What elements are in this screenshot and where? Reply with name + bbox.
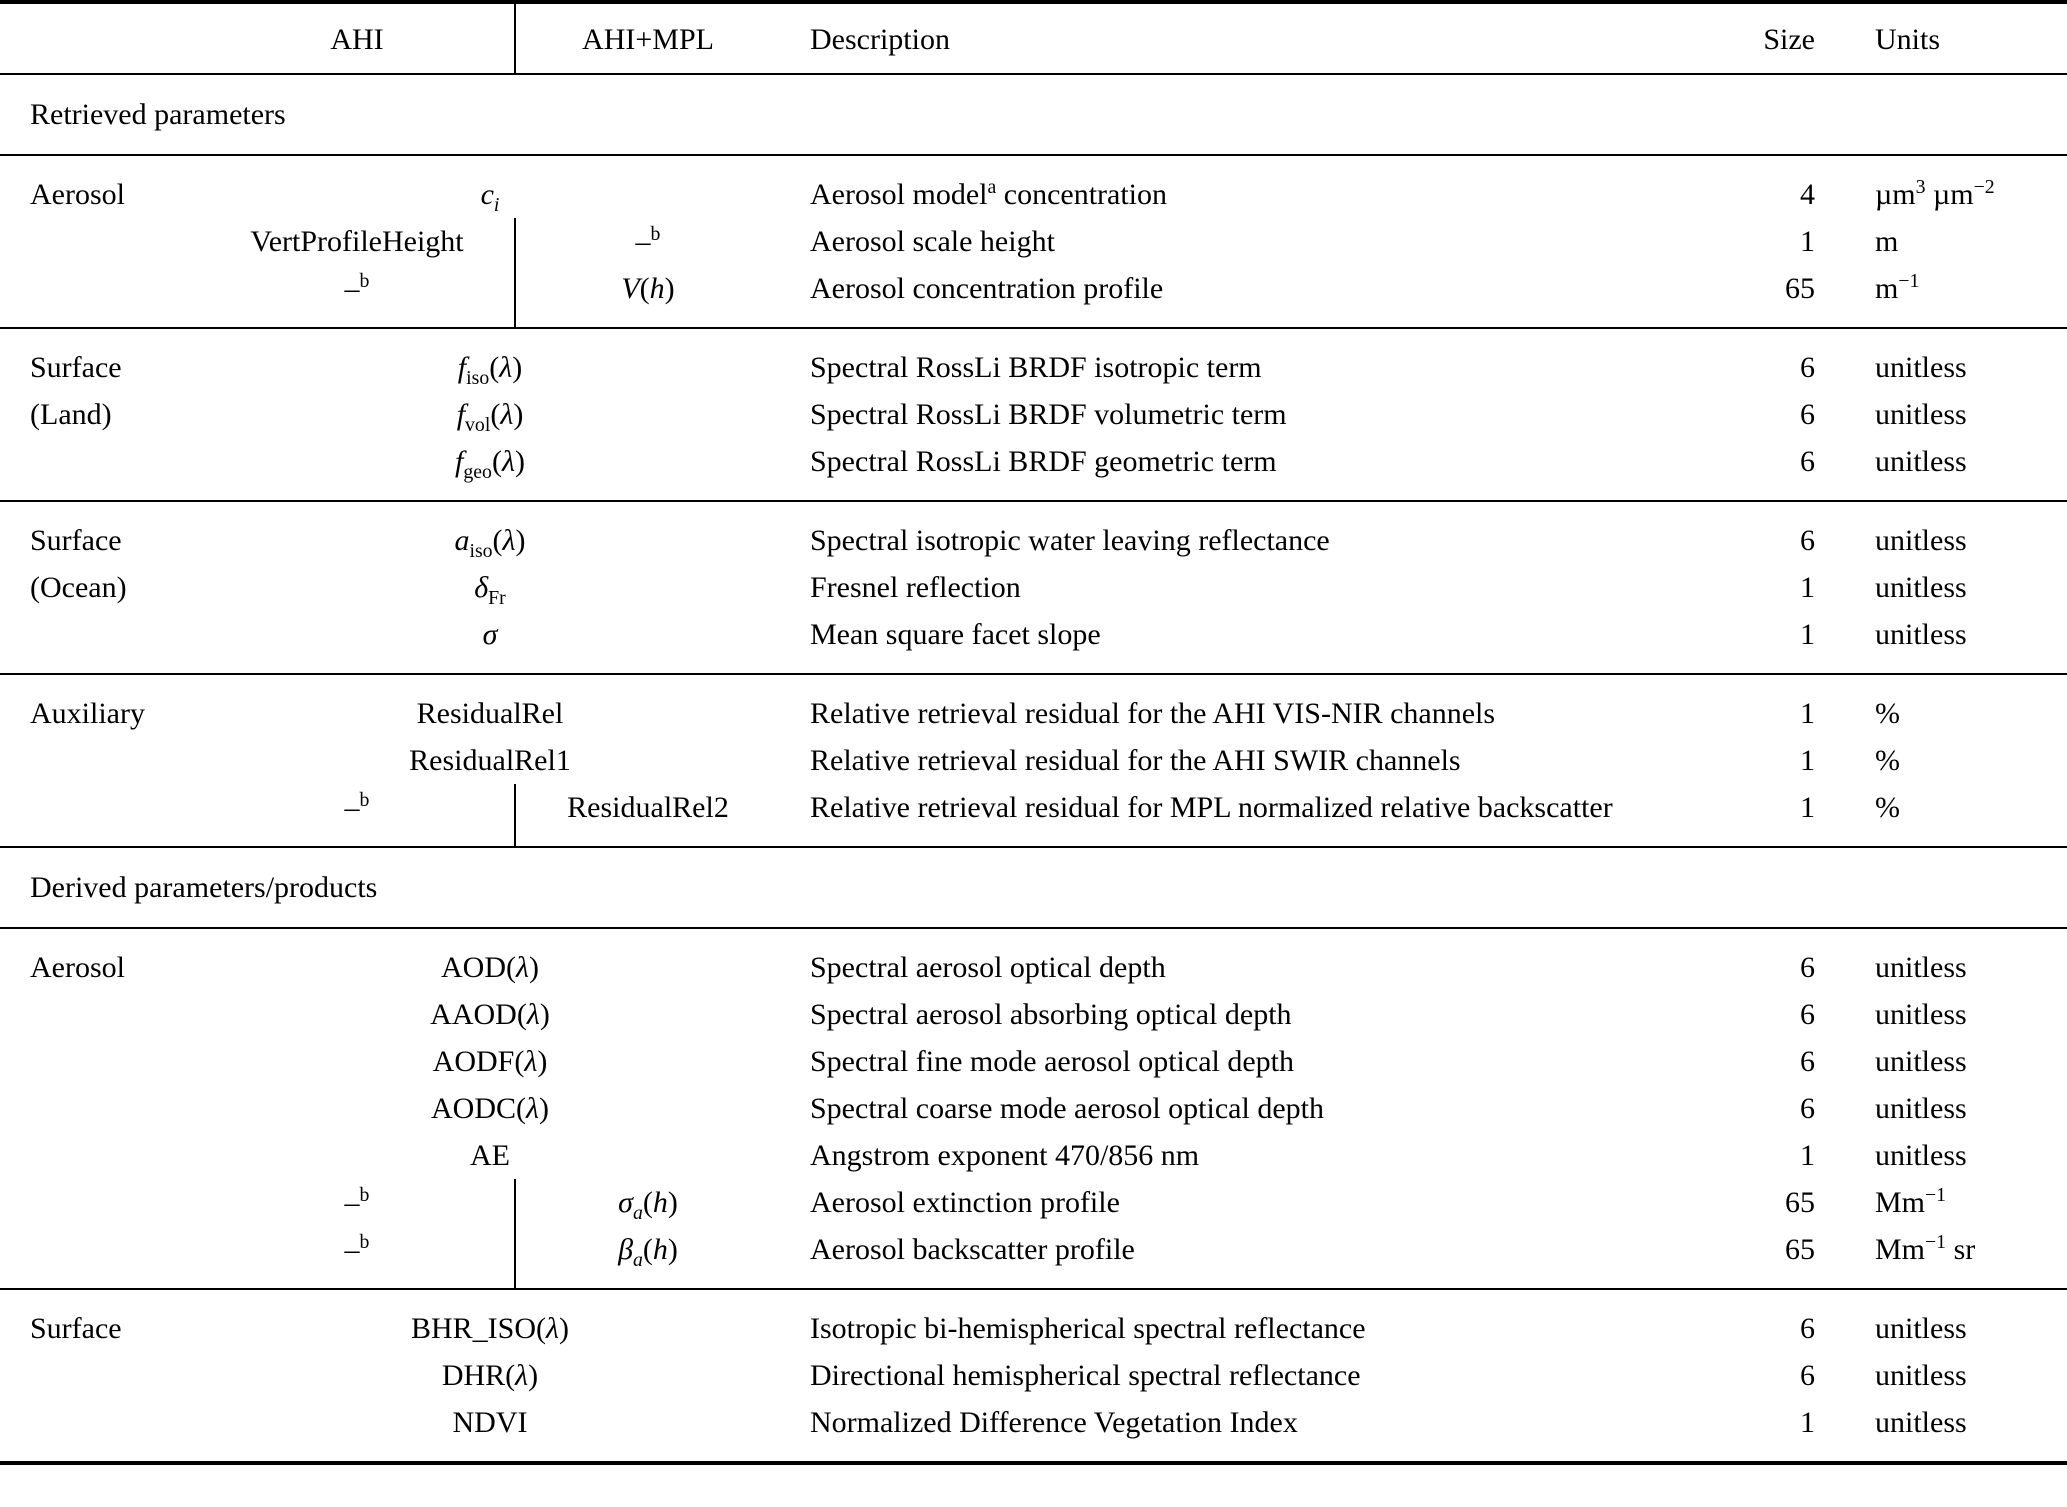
size-cell: 6: [1800, 351, 1815, 384]
size-cell: 6: [1800, 524, 1815, 557]
description-cell: Spectral aerosol absorbing optical depth: [810, 998, 1292, 1031]
table-row: [0, 1179, 2067, 1226]
group-label-cell: Surface: [30, 524, 122, 557]
description-cell: Aerosol backscatter profile: [810, 1233, 1135, 1266]
group-label-cell: (Ocean): [30, 571, 127, 604]
description-cell: Spectral isotropic water leaving reflectance: [810, 524, 1330, 557]
group-label-cell: Aerosol: [30, 951, 125, 984]
units-cell: unitless: [1875, 1406, 1967, 1439]
parameter-cell: ResidualRel: [416, 697, 564, 730]
table-row: [0, 1289, 2067, 1352]
parameter-cell: ResidualRel1: [409, 744, 571, 777]
units-cell: unitless: [1875, 618, 1967, 651]
section-group: [0, 674, 2067, 847]
size-cell: 1: [1800, 571, 1815, 604]
units-cell: unitless: [1875, 1312, 1967, 1345]
parameter-cell: AOD(λ): [441, 951, 539, 984]
parameter-ahi-mpl-cell: $\beta_a(h)$: [618, 1233, 678, 1271]
parameter-cell: $f_{iso}(\lambda)$: [457, 351, 523, 389]
group-label-cell: [0, 1399, 200, 1463]
table-row: [0, 155, 2067, 218]
table-header: [0, 2, 2067, 74]
units-cell: µm$^3$ µm$^{-2}$: [1875, 176, 1995, 211]
parameter-cell: $f_{geo}(\lambda)$: [455, 445, 525, 483]
header-ahi: AHI: [200, 2, 515, 74]
table-row: [0, 784, 2067, 847]
table-row: [0, 265, 2067, 328]
parameter-cell: NDVI: [452, 1406, 528, 1439]
size-cell: 1: [1800, 1406, 1815, 1439]
parameter-cell: AODC(λ): [431, 1092, 549, 1125]
parameter-cell: σ: [482, 618, 498, 651]
group-label-cell: [0, 438, 200, 501]
description-cell: Aerosol extinction profile: [810, 1186, 1120, 1219]
header-description: Description: [810, 23, 950, 56]
size-cell: 6: [1800, 1359, 1815, 1392]
group-label-cell: [0, 1038, 200, 1085]
units-cell: unitless: [1875, 1092, 1967, 1125]
table-row: [0, 1226, 2067, 1289]
description-cell: Spectral RossLi BRDF isotropic term: [810, 351, 1262, 384]
group-label-cell: [0, 991, 200, 1038]
description-cell: Angstrom exponent 470/856 nm: [810, 1139, 1200, 1172]
description-cell: Relative retrieval residual for the AHI VIS-NIR channels: [810, 697, 1496, 730]
description-cell: Spectral RossLi BRDF geometric term: [810, 445, 1277, 478]
size-cell: 6: [1800, 398, 1815, 431]
size-cell: 4: [1800, 178, 1815, 211]
units-cell: unitless: [1875, 571, 1967, 604]
size-cell: 1: [1800, 697, 1815, 730]
table-row: [0, 1132, 2067, 1179]
table-row: [0, 991, 2067, 1038]
group-label-cell: [0, 218, 200, 265]
size-cell: 65: [1785, 1233, 1815, 1266]
parameter-ahi-cell: –$^b$: [200, 265, 515, 328]
description-cell: Aerosol model$^a$ concentration: [810, 176, 1168, 211]
group-label-cell: Aerosol: [30, 178, 125, 211]
units-cell: $Mm^{-1}$: [1875, 1184, 1947, 1219]
parameter-ahi-mpl-cell: ResidualRel2: [567, 791, 729, 824]
section-band: [0, 74, 2067, 155]
size-cell: 1: [1800, 1139, 1815, 1172]
group-label-cell: Surface: [30, 1312, 122, 1345]
parameter-ahi-mpl-cell: –$^b$: [635, 223, 661, 258]
description-cell: Spectral RossLi BRDF volumetric term: [810, 398, 1287, 431]
units-cell: $m^{-1}$: [1875, 270, 1920, 305]
parameter-ahi-cell: –$^b$: [200, 784, 515, 847]
description-cell: Spectral aerosol optical depth: [810, 951, 1166, 984]
table-row: [0, 438, 2067, 501]
parameter-cell: $c_i$: [480, 178, 500, 216]
section-title: Retrieved parameters: [30, 98, 286, 131]
parameter-cell: AE: [470, 1139, 510, 1172]
units-cell: unitless: [1875, 1359, 1967, 1392]
size-cell: 1: [1800, 744, 1815, 777]
size-cell: 6: [1800, 951, 1815, 984]
section-band-row: [0, 847, 2067, 928]
parameter-ahi-cell: –$^b$: [200, 1179, 515, 1226]
description-cell: Spectral fine mode aerosol optical depth: [810, 1045, 1294, 1078]
group-label-cell: [0, 611, 200, 674]
section-title: Derived parameters/products: [30, 871, 378, 904]
units-cell: %: [1875, 791, 1900, 824]
table-row: [0, 564, 2067, 611]
size-cell: 1: [1800, 791, 1815, 824]
table-row: [0, 737, 2067, 784]
parameter-ahi-cell: –$^b$: [200, 1226, 515, 1289]
group-label-cell: Surface: [30, 351, 122, 384]
units-cell: $Mm^{-1}$ sr: [1875, 1231, 1976, 1266]
table-row: [0, 928, 2067, 991]
units-cell: unitless: [1875, 998, 1967, 1031]
group-label-cell: [0, 265, 200, 328]
table-row: [0, 611, 2067, 674]
header-units: Units: [1875, 23, 1941, 56]
group-label-cell: (Land): [30, 398, 112, 431]
units-cell: unitless: [1875, 951, 1967, 984]
parameter-ahi-mpl-cell: V(h): [621, 272, 675, 305]
header-ahi-mpl: AHI+MPL: [582, 23, 714, 56]
section-group: [0, 155, 2067, 328]
section-group: [0, 501, 2067, 674]
table-row: [0, 1352, 2067, 1399]
description-cell: Fresnel reflection: [810, 571, 1021, 604]
size-cell: 6: [1800, 998, 1815, 1031]
units-cell: unitless: [1875, 445, 1967, 478]
description-cell: Normalized Difference Vegetation Index: [810, 1406, 1298, 1439]
units-cell: %: [1875, 744, 1900, 777]
header-row: [0, 2, 2067, 74]
group-label-cell: [0, 1085, 200, 1132]
parameter-cell: $f_{vol}(\lambda)$: [456, 398, 524, 436]
section-band-row: [0, 74, 2067, 155]
size-cell: 65: [1785, 1186, 1815, 1219]
header-group-cell: [0, 2, 200, 74]
table-row: [0, 1038, 2067, 1085]
group-label-cell: [0, 737, 200, 784]
size-cell: 6: [1800, 445, 1815, 478]
group-label-cell: [0, 1352, 200, 1399]
units-cell: unitless: [1875, 1139, 1967, 1172]
description-cell: Relative retrieval residual for the AHI SWIR channels: [810, 744, 1461, 777]
group-label-cell: [0, 1132, 200, 1179]
size-cell: 1: [1800, 618, 1815, 651]
parameter-ahi-cell: VertProfileHeight: [200, 218, 515, 265]
group-label-cell: [0, 1226, 200, 1289]
section-group: [0, 328, 2067, 501]
parameter-cell: BHR_ISO(λ): [410, 1312, 569, 1345]
group-label-cell: [0, 1179, 200, 1226]
parameter-cell: $a_{iso}(\lambda)$: [454, 524, 526, 562]
group-label-cell: [0, 784, 200, 847]
table-row: [0, 391, 2067, 438]
parameter-cell: $\delta_{Fr}$: [474, 571, 506, 609]
table-row: [0, 674, 2067, 737]
description-cell: Mean square facet slope: [810, 618, 1101, 651]
parameter-cell: DHR(λ): [441, 1359, 539, 1392]
section-group: [0, 928, 2067, 1289]
size-cell: 65: [1785, 272, 1815, 305]
size-cell: 6: [1800, 1312, 1815, 1345]
parameter-cell: AAOD(λ): [430, 998, 550, 1031]
description-cell: Aerosol concentration profile: [810, 272, 1164, 305]
description-cell: Spectral coarse mode aerosol optical depth: [810, 1092, 1324, 1125]
table-row: [0, 328, 2067, 391]
section-band: [0, 847, 2067, 928]
parameter-ahi-mpl-cell: $\sigma_a(h)$: [618, 1186, 678, 1224]
size-cell: 1: [1800, 225, 1815, 258]
units-cell: unitless: [1875, 524, 1967, 557]
units-cell: unitless: [1875, 1045, 1967, 1078]
description-cell: Directional hemispherical spectral reflectance: [810, 1359, 1361, 1392]
table-row: [0, 1399, 2067, 1463]
header-size: Size: [1763, 23, 1815, 56]
description-cell: Isotropic bi-hemispherical spectral reflectance: [810, 1312, 1366, 1345]
size-cell: 6: [1800, 1092, 1815, 1125]
description-cell: Relative retrieval residual for MPL normalized relative backscatter: [810, 791, 1613, 824]
units-cell: unitless: [1875, 351, 1967, 384]
units-cell: m: [1875, 225, 1899, 258]
units-cell: %: [1875, 697, 1900, 730]
parameter-cell: AODF(λ): [432, 1045, 548, 1078]
table-row: [0, 218, 2067, 265]
units-cell: unitless: [1875, 398, 1967, 431]
group-label-cell: Auxiliary: [30, 697, 145, 730]
table-row: [0, 501, 2067, 564]
description-cell: Aerosol scale height: [810, 225, 1055, 258]
size-cell: 6: [1800, 1045, 1815, 1078]
table-row: [0, 1085, 2067, 1132]
section-group: [0, 1289, 2067, 1463]
